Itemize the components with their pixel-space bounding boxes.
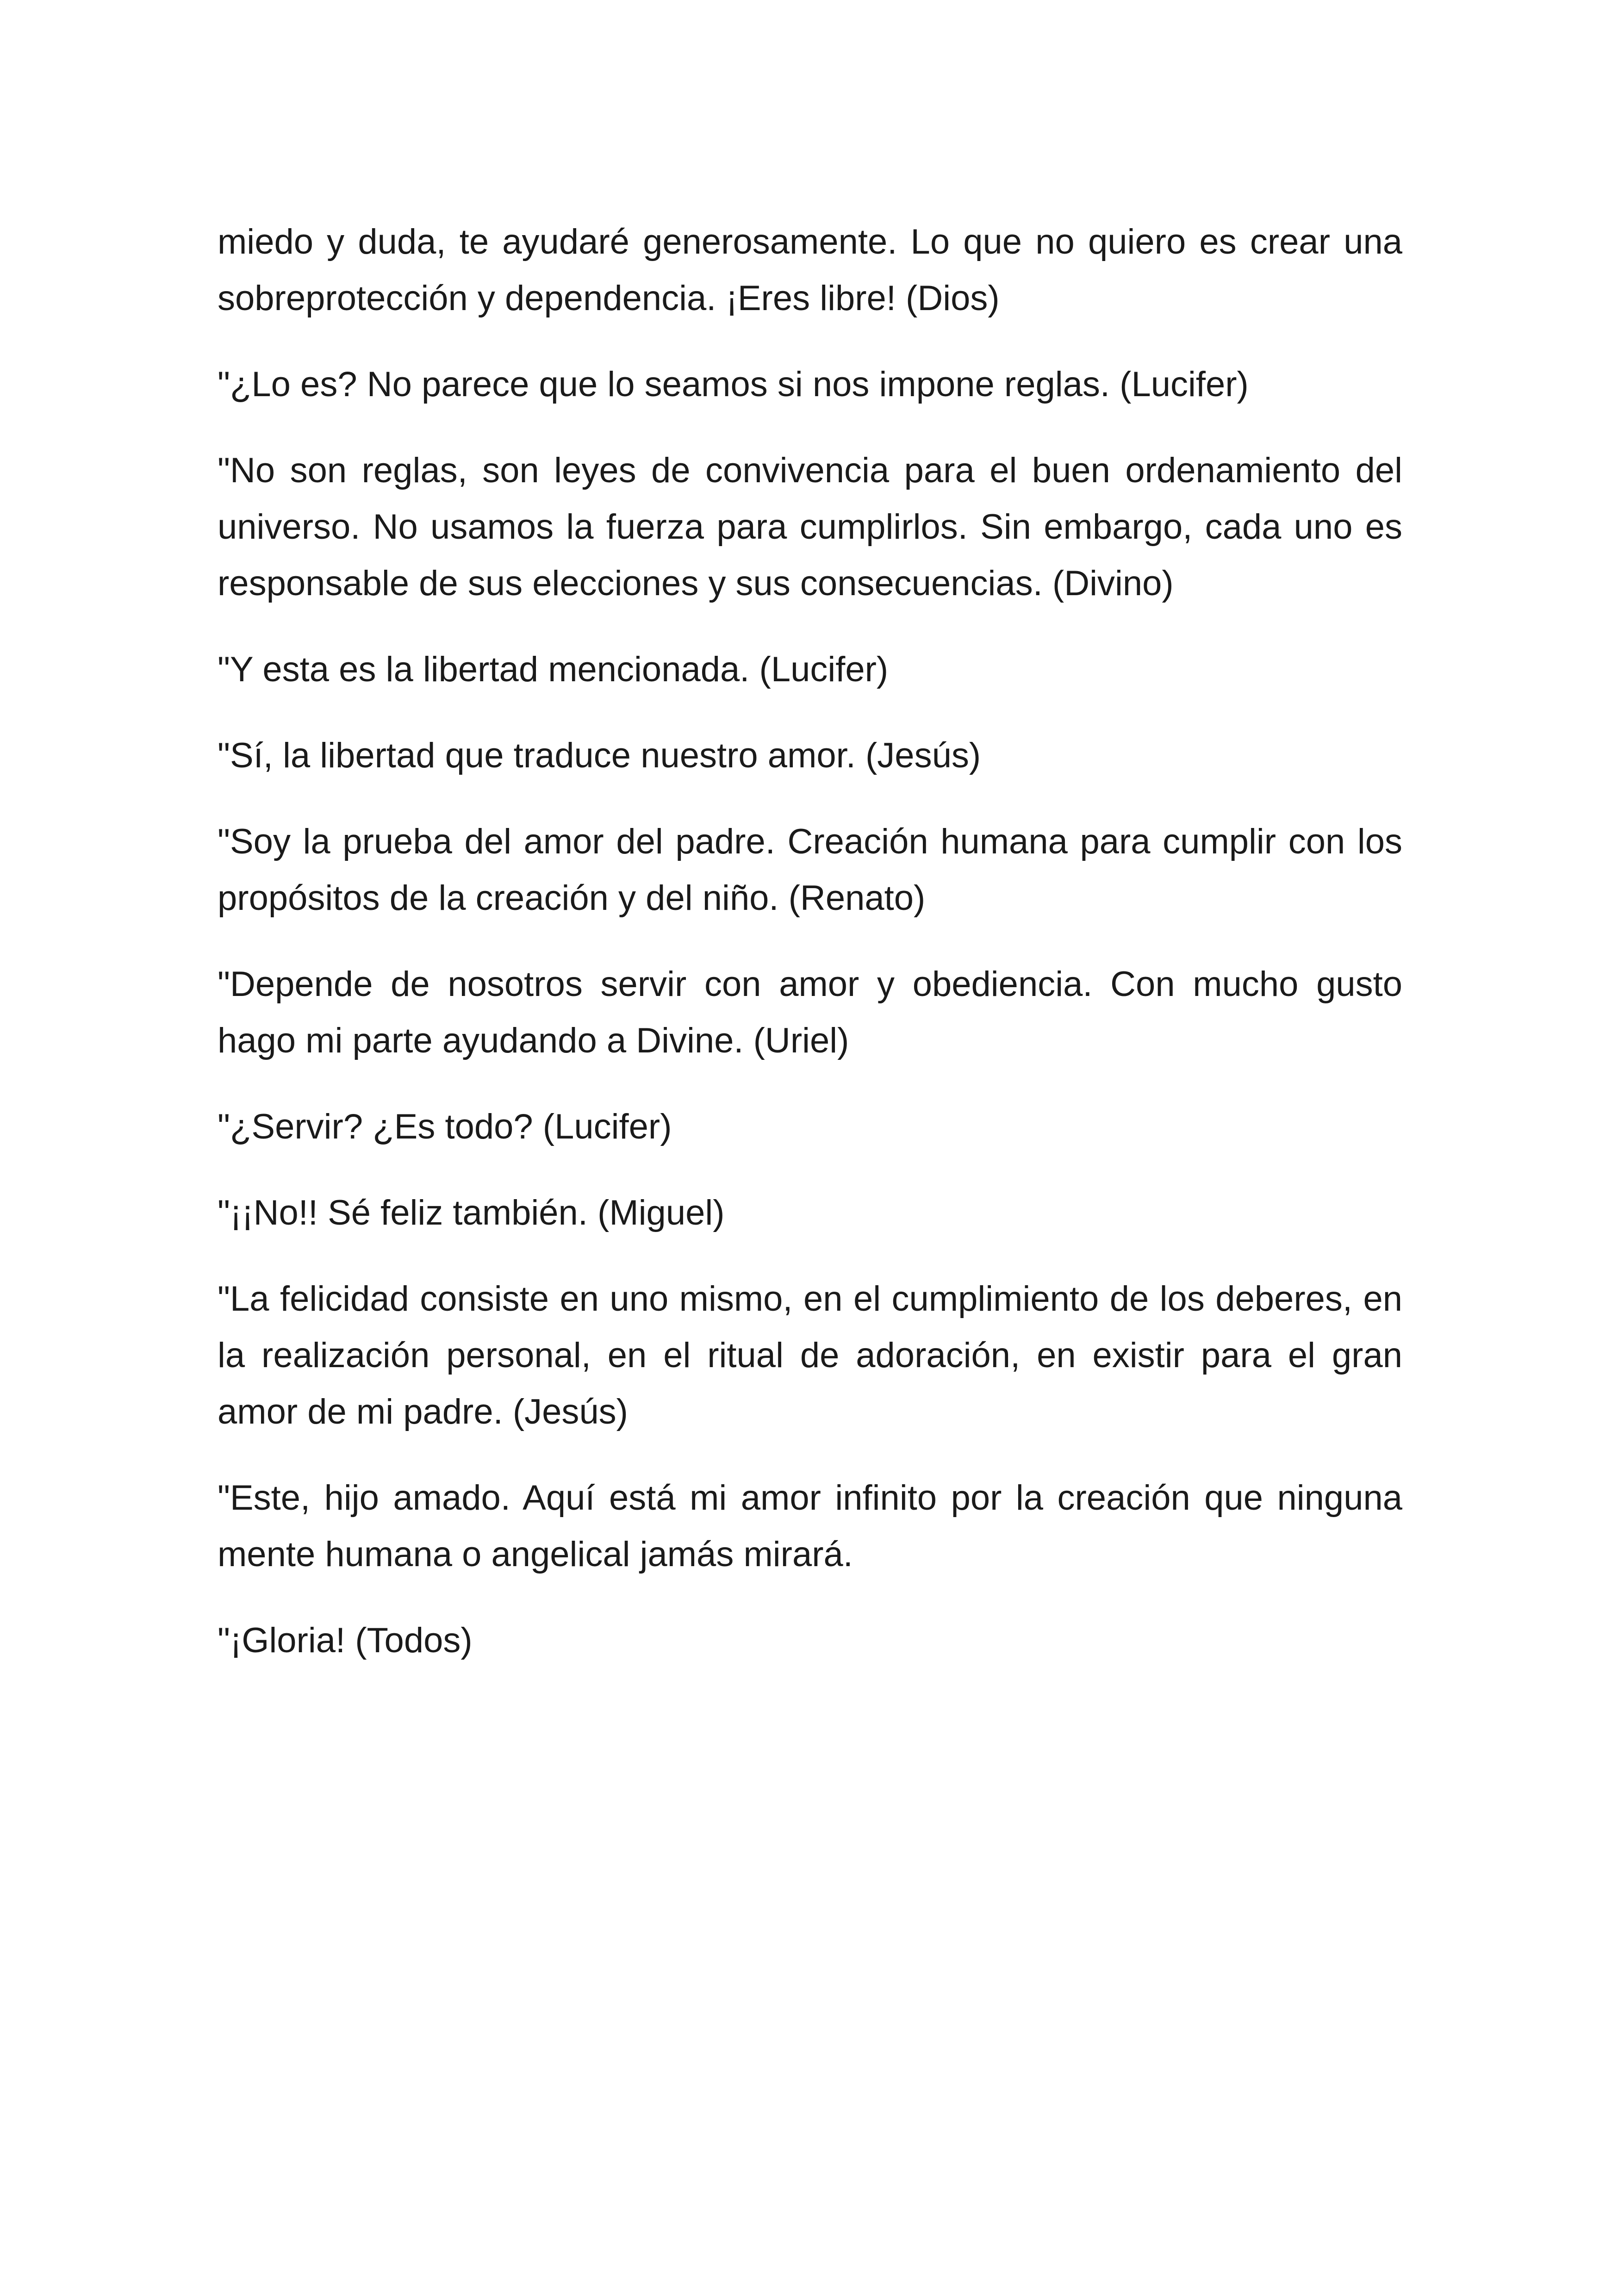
paragraph-miguel: "¡¡No!! Sé feliz también. (Miguel) xyxy=(218,1193,725,1232)
paragraph-renato: "Soy la prueba del amor del padre. Creación humana para cumplir con los propósitos de la creación y del niño. (Renato) xyxy=(218,822,1402,918)
paragraph-este: "Este, hijo amado. Aquí está mi amor infinito por la creación que ninguna mente humana o angelical jamás mirará. xyxy=(218,1478,1402,1574)
paragraph-dios: miedo y duda, te ayudaré generosamente. Lo que no quiero es crear una sobreprotección y dependencia. ¡Eres libre! (Dios) xyxy=(218,222,1402,318)
paragraph-lucifer-1: "¿Lo es? No parece que lo seamos si nos impone reglas. (Lucifer) xyxy=(218,365,1249,404)
paragraph-todos: "¡Gloria! (Todos) xyxy=(218,1621,473,1660)
paragraph-jesus-2: "La felicidad consiste en uno mismo, en el cumplimiento de los deberes, en la realización personal, en el ritual de adoración, en existir para el gran amor de mi padre. (Jesús) xyxy=(218,1279,1402,1431)
paragraph-jesus-1: "Sí, la libertad que traduce nuestro amor. (Jesús) xyxy=(218,736,981,775)
paragraph-lucifer-3: "¿Servir? ¿Es todo? (Lucifer) xyxy=(218,1107,672,1146)
paragraph-uriel: "Depende de nosotros servir con amor y obediencia. Con mucho gusto hago mi parte ayudando a Divine. (Uriel) xyxy=(218,964,1402,1060)
paragraph-divino: "No son reglas, son leyes de convivencia para el buen ordenamiento del universo. No usamos la fuerza para cumplirlos. Sin embargo, cada uno es responsable de sus elecciones y sus consecuencias. (Divino) xyxy=(218,451,1402,603)
paragraph-lucifer-2: "Y esta es la libertad mencionada. (Lucifer) xyxy=(218,650,889,689)
document-body xyxy=(218,214,1402,1699)
